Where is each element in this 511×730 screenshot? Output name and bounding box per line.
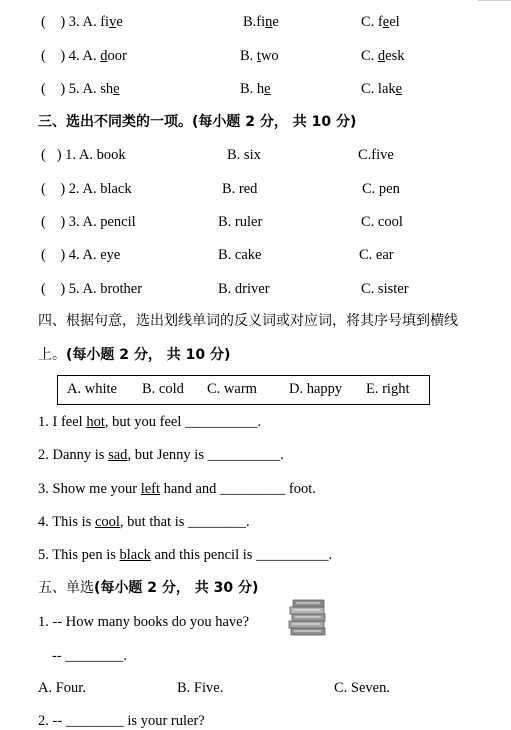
option-c: C. pen (362, 181, 400, 197)
option-a-text: oor (107, 48, 127, 64)
option-b: B. cake (218, 247, 262, 263)
question-row (41, 47, 127, 65)
sentence-text: , but you feel __________. (104, 414, 262, 430)
underlined-word: left (140, 481, 161, 497)
option-c: C. ear (359, 247, 394, 263)
question-1-answer: -- ________. (52, 648, 127, 664)
underlined-letter: e (395, 81, 403, 97)
section-5-heading (38, 579, 258, 597)
underlined-word: black (119, 547, 151, 563)
question-2-text: 2. -- ________ is your ruler? (38, 713, 205, 729)
sentence-text: 2. Danny is (38, 447, 109, 463)
option-a: ( ) 4. A. eye (41, 247, 121, 263)
section-4-heading-text: 上。 (38, 347, 66, 363)
option-b-text: B. h (240, 81, 265, 97)
option-c: C. Seven. (334, 680, 390, 696)
underlined-letter: d (100, 48, 108, 64)
option-b-text: B. (240, 48, 257, 64)
underlined-letter: t (256, 48, 261, 64)
word-bank-option: D. happy (289, 381, 343, 397)
option-b-text: B.fi (243, 14, 266, 30)
option-c-text: esk (385, 48, 405, 64)
sentence-text: , but that is ________. (119, 514, 250, 530)
option-b (240, 47, 279, 65)
option-c: C. sister (361, 281, 409, 297)
question-1-text: 1. -- How many books do you have? (38, 614, 250, 630)
fill-blank-sentence (38, 446, 284, 464)
option-b: B. ruler (218, 214, 263, 230)
option-a: ( ) 1. A. book (41, 147, 126, 163)
sentence-text: 4. This is (38, 514, 95, 530)
option-a: ( ) 5. A. brother (41, 281, 143, 297)
option-a: ( ) 3. A. pencil (41, 214, 136, 230)
option-c (361, 13, 400, 31)
question-number: ( ) 4. A. (41, 48, 97, 64)
word-bank-option: C. warm (207, 381, 257, 397)
option-b (240, 80, 271, 98)
option-b (243, 13, 279, 31)
section-4-score: (每小题 2 分， 共 10 分) (66, 347, 231, 363)
question-row (41, 80, 120, 98)
underlined-letter: n (265, 14, 273, 30)
option-b: B. red (222, 181, 258, 197)
word-bank-option: E. right (366, 381, 410, 397)
option-b: B. driver (218, 281, 270, 297)
option-c-text: C. f (361, 14, 383, 30)
fill-blank-sentence (38, 413, 261, 431)
option-b: B. Five. (177, 680, 224, 696)
section-4-heading: 四、根据句意，选出划线单词的反义词或对应词，将其序号填到横线 (38, 313, 458, 329)
sentence-text: , but Jenny is __________. (127, 447, 284, 463)
option-a-text: e (116, 14, 123, 30)
fill-blank-sentence (38, 546, 332, 564)
sentence-text: 1. I feel (38, 414, 87, 430)
option-b-text: e (272, 14, 279, 30)
sentence-text: 5. This pen is (38, 547, 120, 563)
option-a: A. Four. (38, 680, 86, 696)
section-4-heading-cont (38, 346, 230, 364)
word-bank-option: B. cold (142, 381, 184, 397)
option-a: ( ) 2. A. black (41, 181, 132, 197)
underlined-letter: e (382, 14, 390, 30)
option-b-text: wo (260, 48, 279, 64)
underlined-word: sad (108, 447, 128, 463)
option-a-text: fi (96, 14, 110, 30)
option-c-text: C. lak (361, 81, 396, 97)
question-row (41, 13, 123, 31)
sentence-text: 3. Show me your (38, 481, 141, 497)
section-5-title: 五、单选 (38, 580, 94, 596)
option-c-text: el (389, 14, 400, 30)
option-c: C. cool (361, 214, 403, 230)
underlined-word: cool (94, 514, 120, 530)
stack-of-books-icon (287, 598, 329, 638)
underlined-letter: e (113, 81, 120, 97)
option-c (361, 47, 405, 65)
option-c (361, 80, 402, 98)
section-5-score: (每小题 2 分， 共 30 分) (94, 580, 259, 596)
sentence-text: hand and _________ foot. (160, 481, 316, 497)
underlined-letter: d (377, 48, 386, 64)
underlined-letter: v (109, 14, 117, 30)
underlined-word: hot (86, 414, 105, 430)
sentence-text: and this pencil is __________. (150, 547, 333, 563)
fill-blank-sentence (38, 480, 316, 498)
section-3-title: 三、选出不同类的一项。 (38, 114, 192, 130)
fill-blank-sentence (38, 513, 250, 531)
underlined-letter: e (264, 81, 271, 97)
question-number: ( ) 3. A. (41, 14, 97, 30)
section-3-heading (38, 113, 356, 131)
option-c: C.five (358, 147, 394, 163)
option-a-text: sh (96, 81, 114, 97)
section-3-score: (每小题 2 分， 共 10 分) (192, 114, 357, 130)
option-b: B. six (227, 147, 261, 163)
word-bank-option: A. white (67, 381, 117, 397)
option-c-text: C. (361, 48, 378, 64)
page-top-rule (478, 0, 511, 1)
question-number: ( ) 5. A. (41, 81, 97, 97)
